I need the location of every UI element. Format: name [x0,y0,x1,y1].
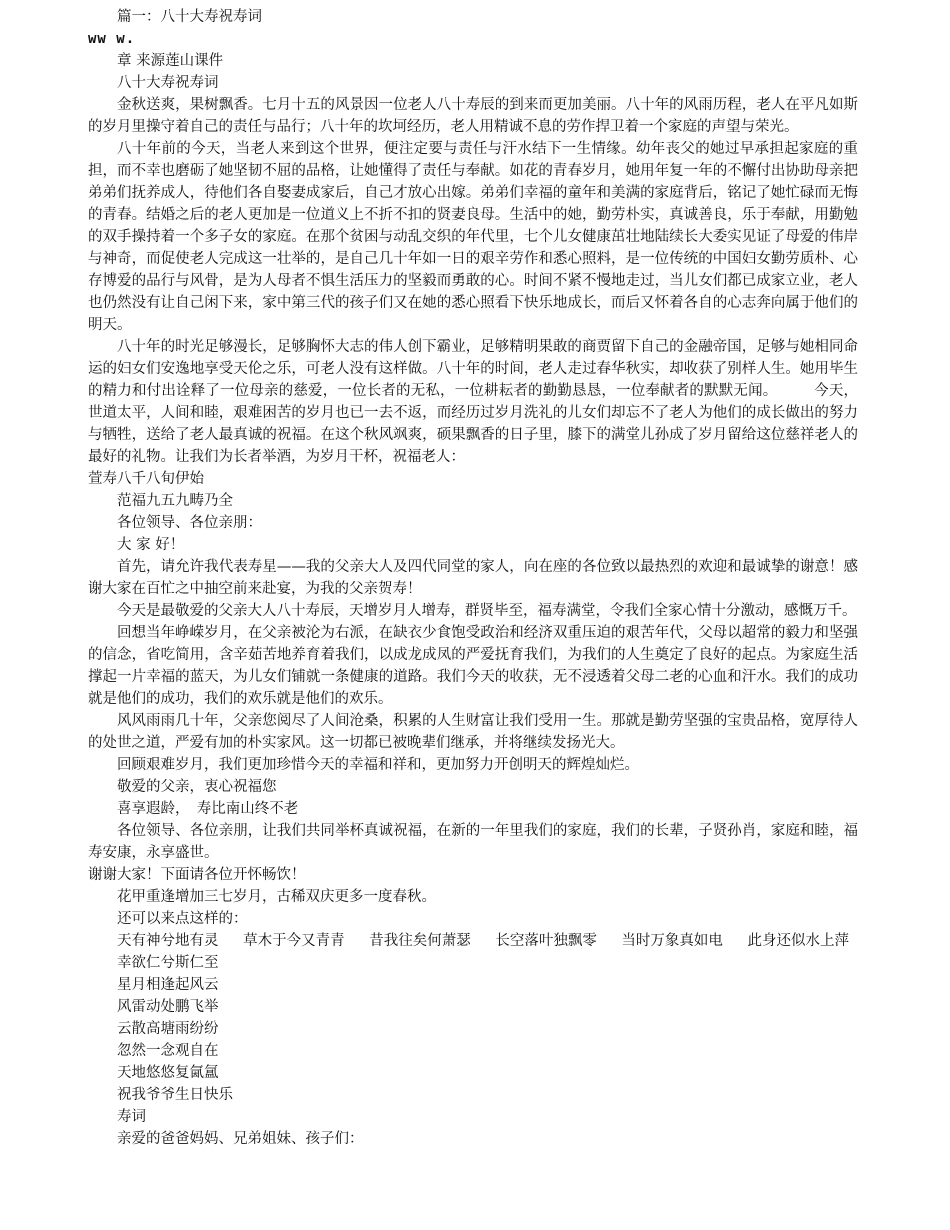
section-title: 寿词 [117,1109,146,1125]
poem-line: 天地悠悠复氤氲 [117,1065,219,1081]
poem-line: 忽然一念观自在 [117,1043,219,1059]
poem-line: 风雷动处鹏飞举 [117,999,219,1015]
poem-line: 星月相逢起风云 [117,977,219,993]
paragraph: 八十年的时光足够漫长，足够胸怀大志的伟人创下霸业，足够精明果敢的商贾留下自己的金融帝国，足够与她相同命运的妇女们安逸地享受天伦之乐，可老人没有这样做。八十年的时间，老人走过春华秋实，却收获了别样人生。她用毕生的精力和付出诠释了一位母亲的慈爱，一位长者的无私，一位耕耘者的勤勤恳恳，一位奉献者的默默无闻。 今天，世道太平，人间和睦，艰难困苦的岁月也已一去不返，而经历过岁月洗礼的儿女们却忘不了老人为他们的成长做出的努力与牺牲，送给了老人最真诚的祝福。在这个秋风飒爽，硕果飘香的日子里，膝下的满堂儿孙成了岁月留给这位慈祥老人的最好的礼物。让我们为长者举酒，为岁月干杯，祝福老人： [88,339,858,465]
paragraph: 回顾艰难岁月，我们更加珍惜今天的幸福和祥和，更加努力开创明天的辉煌灿烂。 [117,757,639,773]
poem-line: 云散高塘雨纷纷 [117,1021,219,1037]
poem-line: 幸欲仁兮斯仁至 [117,955,219,971]
paragraph: 祝我爷爷生日快乐 [117,1087,233,1103]
paragraph: 喜享遐龄， 寿比南山终不老 [117,801,299,817]
section-title: 八十大寿祝寿词 [117,75,219,91]
salutation: 亲爱的爸爸妈妈、兄弟姐妹、孩子们： [117,1131,364,1147]
document-body [88,6,858,1150]
salutation: 各位领导、各位亲朋： [117,515,262,531]
greeting: 大 家 好！ [117,537,185,553]
source-line: 章 来源莲山课件 [117,53,224,69]
paragraph: 首先，请允许我代表寿星——我的父亲大人及四代同堂的家人，向在座的各位致以最热烈的欢迎和最诚挚的谢意！感谢大家在百忙之中抽空前来赴宴，为我的父亲贺寿！ [88,559,858,597]
couplet-line: 范福九五九畴乃全 [117,493,233,509]
poem-line: 天有神兮地有灵 草木于今又青青 昔我往矣何萧瑟 长空落叶独飘零 当时万象真如电 此身还似水上萍 [117,933,850,949]
paragraph: 风风雨雨几十年，父亲您阅尽了人间沧桑，积累的人生财富让我们受用一生。那就是勤劳坚强的宝贵品格，宽厚待人的处世之道，严爱有加的朴实家风。这一切都已被晚辈们继承，并将继续发扬光大。 [88,713,858,751]
paragraph: 花甲重逢增加三七岁月，古稀双庆更多一度春秋。 [117,889,436,905]
paragraph: 今天是最敬爱的父亲大人八十寿辰，天增岁月人增寿，群贤毕至，福寿满堂，令我们全家心情十分激动，感慨万千。 [117,603,857,619]
doc-heading: 篇一：八十大寿祝寿词 [117,9,262,25]
paragraph: 回想当年峥嵘岁月，在父亲被沦为右派，在缺衣少食饱受政治和经济双重压迫的艰苦年代，父母以超常的毅力和坚强的信念，省吃简用，含辛茹苦地养育着我们，以成龙成凤的严爱抚育我们，为我们的人生奠定了良好的起点。为家庭生活撑起一片幸福的蓝天，为儿女们铺就一条健康的道路。我们今天的收获，无不浸透着父母二老的心血和汗水。我们的成功就是他们的成功，我们的欢乐就是他们的欢乐。 [88,625,858,707]
paragraph: 敬爱的父亲，衷心祝福您 [117,779,277,795]
paragraph: 各位领导、各位亲朋，让我们共同举杯真诚祝福，在新的一年里我们的家庭，我们的长辈，子贤孙肖，家庭和睦，福寿安康，永享盛世。 [88,823,858,861]
watermark-fragment: ww w. [88,31,136,47]
paragraph: 金秋送爽，果树飘香。七月十五的风景因一位老人八十寿辰的到来而更加美丽。八十年的风雨历程，老人在平凡如斯的岁月里操守着自己的责任与品行；八十年的坎坷经历，老人用精诚不息的劳作捍卫着一个家庭的声望与荣光。 [88,97,858,135]
paragraph: 八十年前的今天，当老人来到这个世界，便注定要与责任与汗水结下一生情缘。幼年丧父的她过早承担起家庭的重担，而不幸也磨砺了她坚韧不屈的品格，让她懂得了责任与奉献。如花的青春岁月，她用年复一年的不懈付出协助母亲把弟弟们抚养成人，待他们各自娶妻成家后，自己才放心出嫁。弟弟们幸福的童年和美满的家庭背后，铭记了她忙碌而无悔的青春。结婚之后的老人更加是一位道义上不折不扣的贤妻良母。生活中的她，勤劳朴实，真诚善良，乐于奉献，用勤勉的双手操持着一个多子女的家庭。在那个贫困与动乱交织的年代里，七个儿女健康茁壮地陆续长大委实见证了母爱的伟岸与神奇，而促使老人完成这一壮举的，是自己几十年如一日的艰辛劳作和悉心照料，是一位传统的中国妇女勤劳质朴、心存博爱的品行与风骨，是为人母者不惧生活压力的坚毅而勇敢的心。时间不紧不慢地走过，当儿女们都已成家立业，老人也仍然没有让自己闲下来，家中第三代的孩子们又在她的悉心照看下快乐地成长，而后又怀着各自的心志奔向属于他们的明天。 [88,141,858,333]
closing-line: 谢谢大家！下面请各位开怀畅饮！ [88,867,306,883]
couplet-line: 萱寿八千八旬伊始 [88,471,204,487]
paragraph: 还可以来点这样的： [117,911,248,927]
